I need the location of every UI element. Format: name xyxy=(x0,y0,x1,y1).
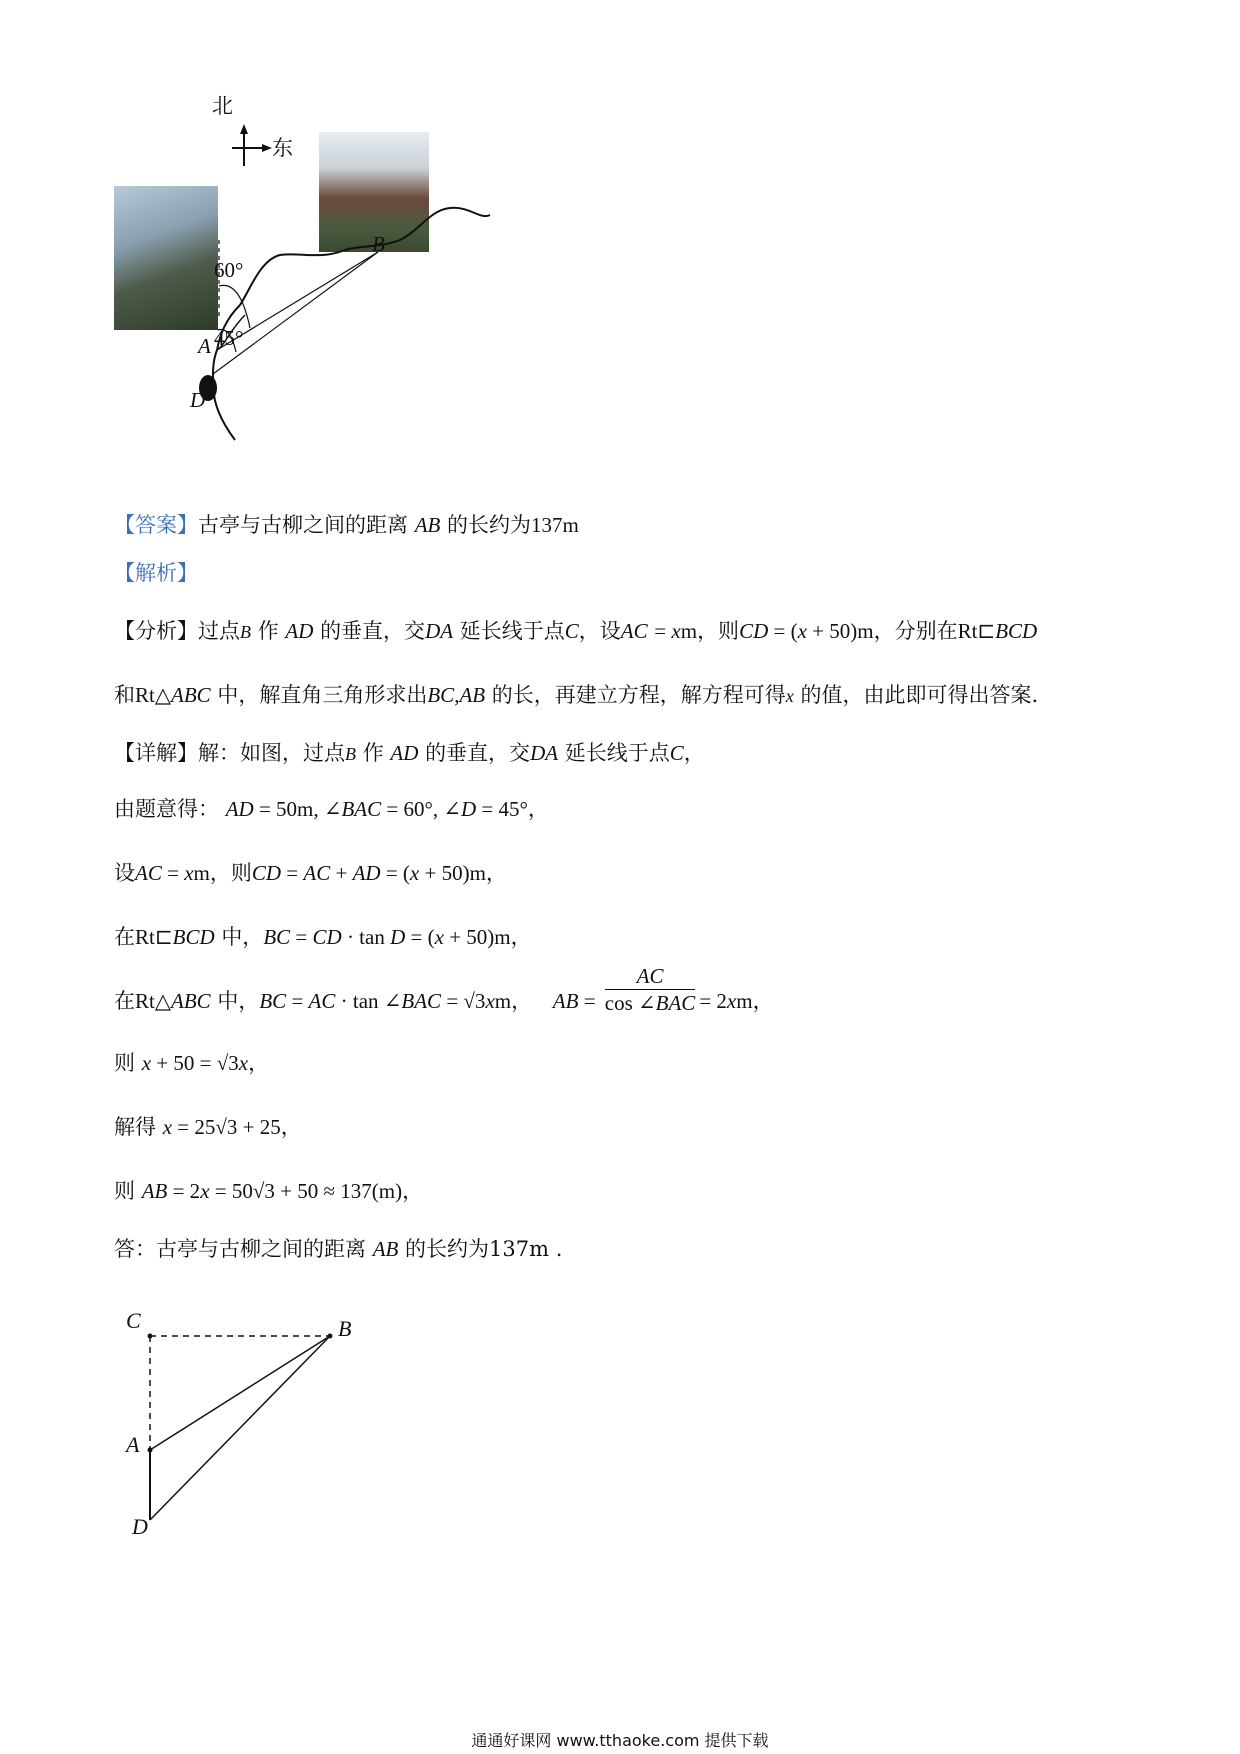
detail-conclusion: 答：古亭与古柳之间的距离 AB 的长约为137m . xyxy=(114,1237,563,1261)
fig2-point-a: A xyxy=(126,1432,140,1457)
detail-line-2: 由题意得： AD = 50m, ∠BAC = 60°, ∠D = 45°， xyxy=(114,797,549,821)
detail-line-1: 【详解】解：如图，过点B 作 AD 的垂直，交DA 延长线于点C， xyxy=(114,741,705,765)
answer-line: 【答案】古亭与古柳之间的距离 AB 的长约为137m xyxy=(114,513,579,537)
answer-tag: 【答案】 xyxy=(114,513,198,537)
angle-45-label: 45° xyxy=(214,326,244,350)
detail-line-5: 在Rt△ABC 中，BC = AC · tan ∠BAC = √3xm， AB = $\frac{AC}{\text{cos ∠BAC}}$ = 2xm， xyxy=(114,964,774,1015)
analysis-tag: 【解析】 xyxy=(114,561,198,585)
point-b-label: B xyxy=(372,232,385,256)
detail-line-7: 解得 x = 25√3 + 25， xyxy=(114,1115,302,1139)
east-label: 东 xyxy=(272,136,293,160)
point-a-label: A xyxy=(198,334,211,358)
detail-line-4: 在Rt⊏BCD 中，BC = CD · tan D = (x + 50)m， xyxy=(114,925,532,949)
figure-map xyxy=(100,90,500,450)
map-lines xyxy=(100,90,500,450)
angle-60-label: 60° xyxy=(214,258,244,282)
analysis-tag-line xyxy=(114,558,198,588)
detail-line-8: 则 AB = 2x = 50√3 + 50 ≈ 137(m)， xyxy=(114,1179,424,1203)
fig2-point-d: D xyxy=(132,1514,148,1539)
point-d-label: D xyxy=(190,388,206,412)
analysis-line-2: 和Rt△ABC 中，解直角三角形求出BC,AB 的长，再建立方程，解方程可得x 的值，由此即可得出答案. xyxy=(114,683,1039,707)
detail-line-6: 则 x + 50 = √3x， xyxy=(114,1051,270,1075)
detail-line-3: 设AC = xm，则CD = AC + AD = (x + 50)m， xyxy=(114,861,507,885)
triangle-lines xyxy=(110,1300,370,1540)
page-footer: 通通好课网 www.tthaoke.com 提供下载 xyxy=(471,1731,769,1750)
figure-triangle xyxy=(110,1300,370,1540)
fig2-point-b: B xyxy=(338,1316,352,1341)
north-label: 北 xyxy=(212,94,233,118)
fig2-point-c: C xyxy=(126,1308,141,1333)
analysis-line-1: 【分析】过点B 作 AD 的垂直，交DA 延长线于点C，设AC = xm，则CD = (x + 50)m，分别在Rt⊏BCD xyxy=(114,619,1038,643)
